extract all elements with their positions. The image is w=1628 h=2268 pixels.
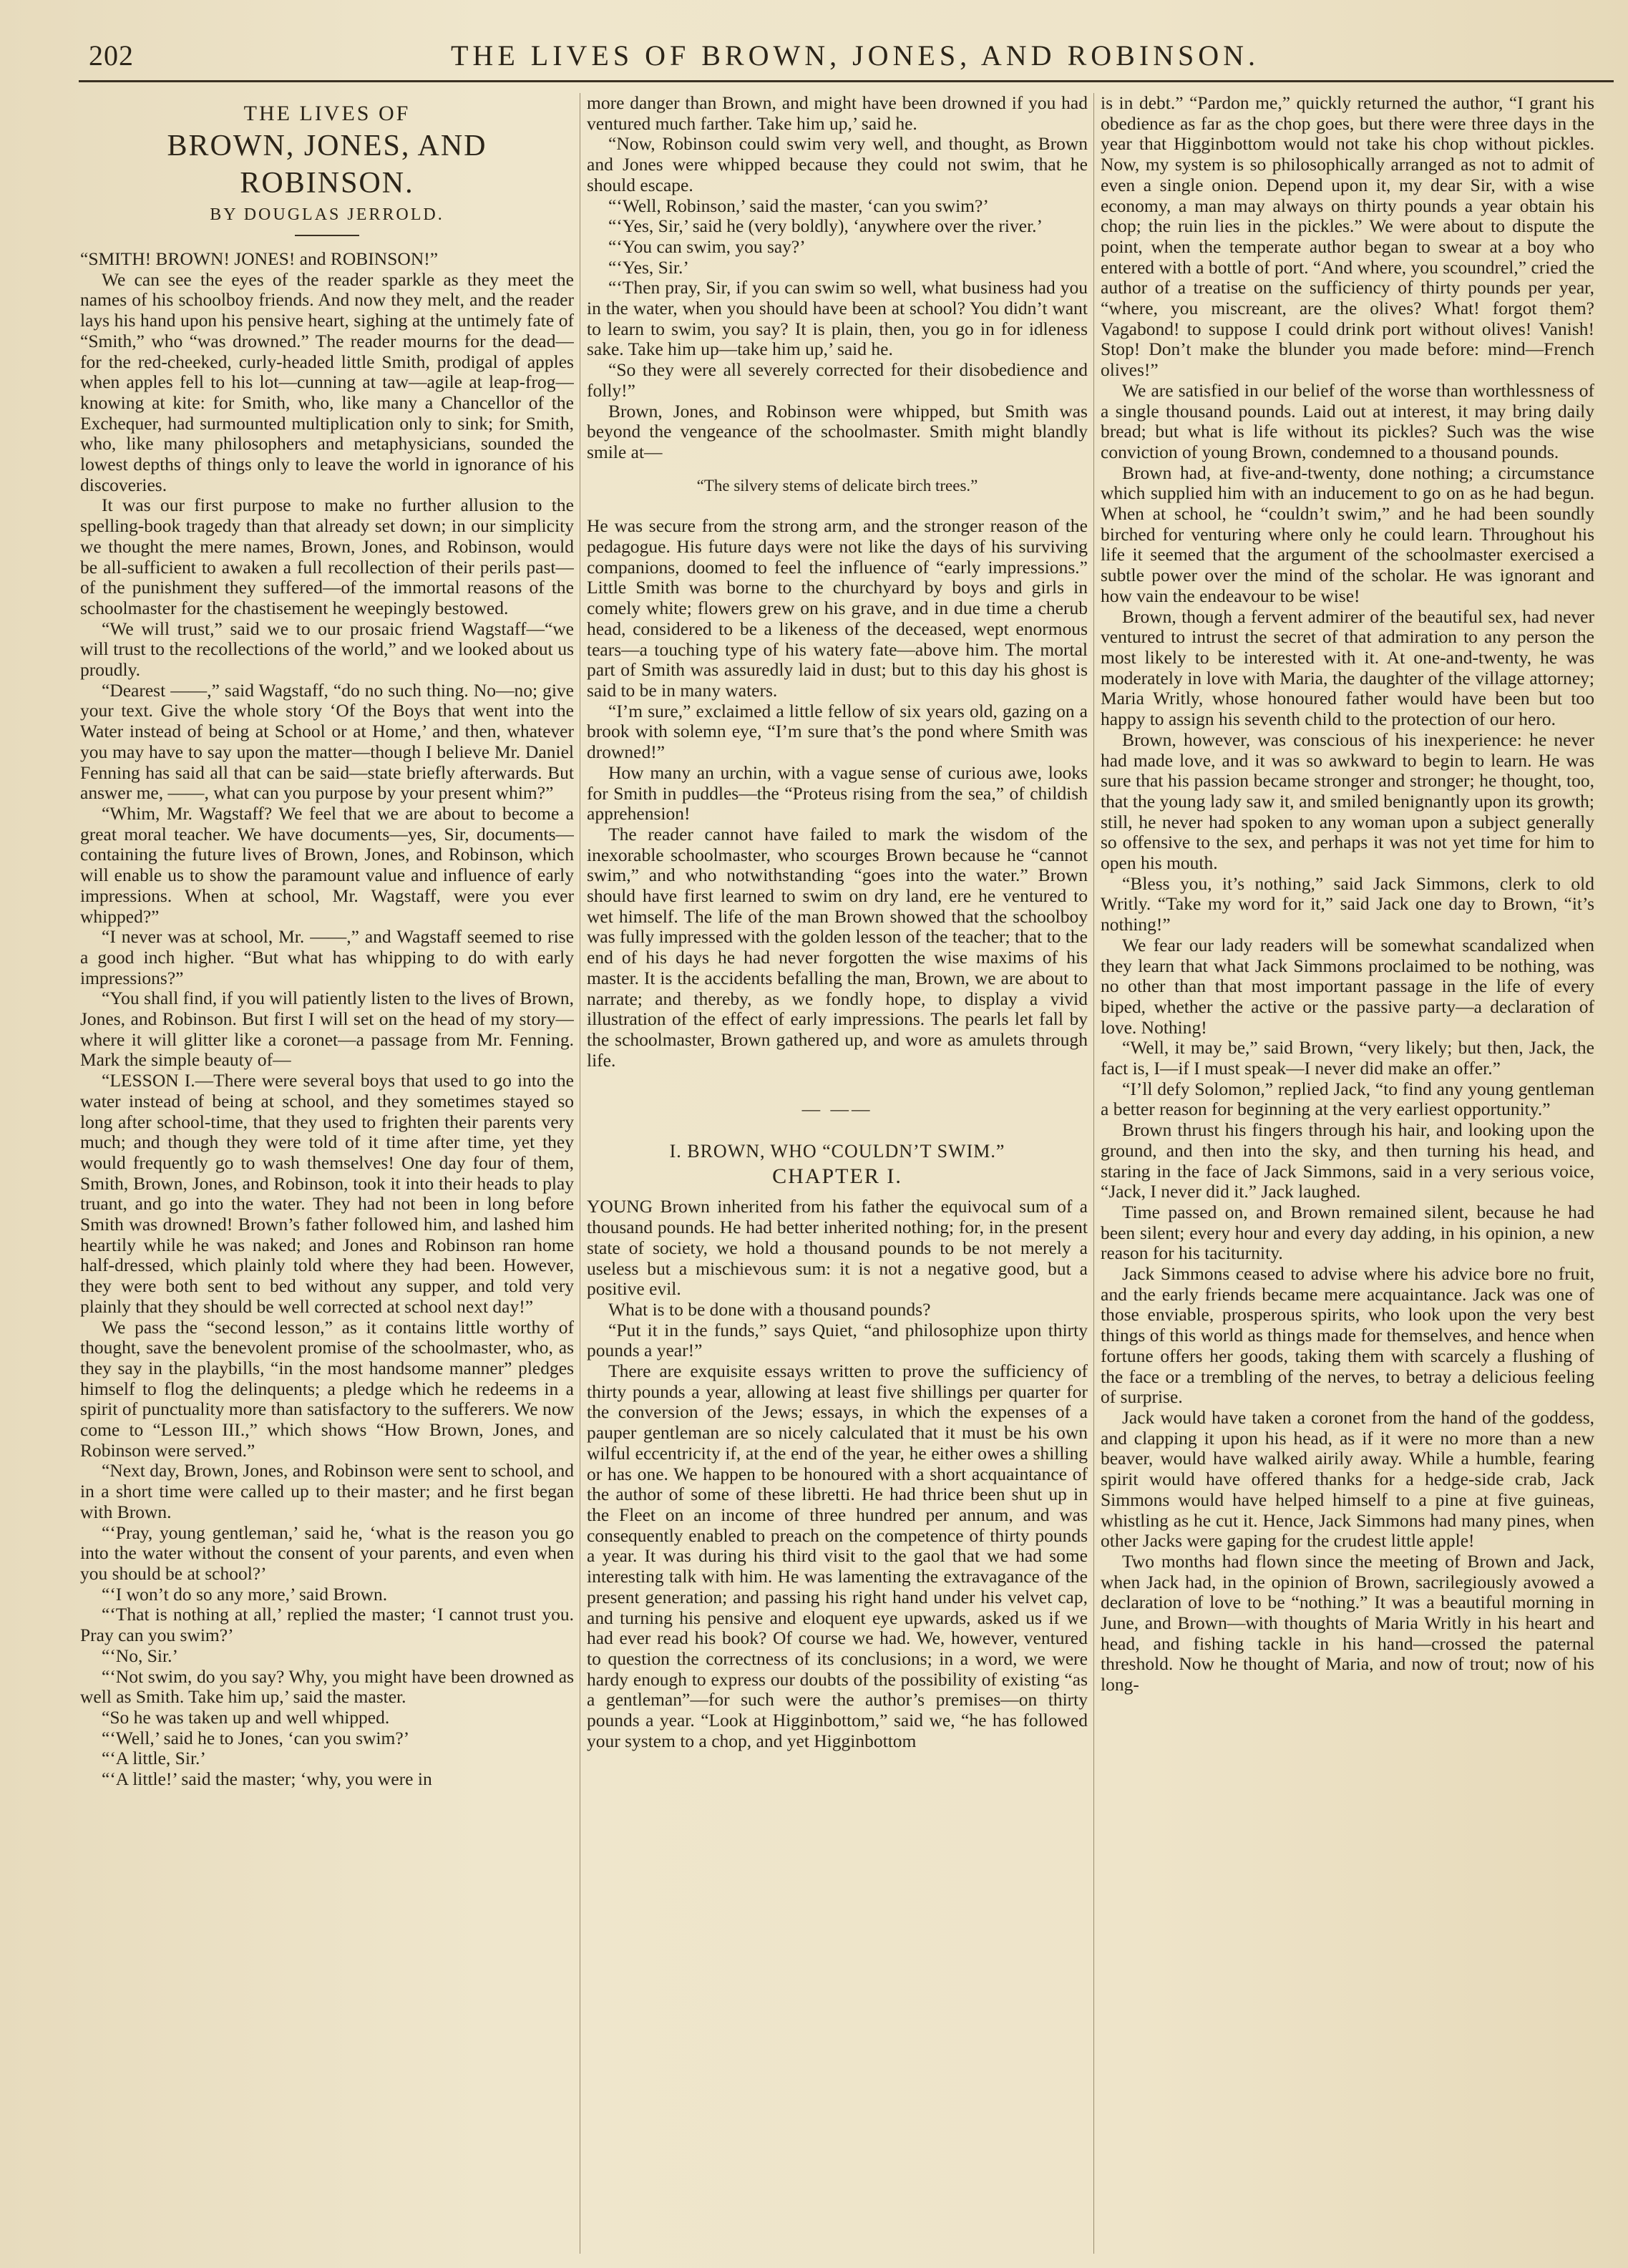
paragraph: “I’m sure,” exclaimed a little fellow of six years old, gazing on a brook with solemn eye, “I’m sure that’s the pond where Smith was drowned!” (587, 700, 1088, 763)
paragraph: How many an urchin, with a vague sense of curious awe, looks for Smith in puddles—the “Proteus rising from the sea,” of childish apprehension! (587, 761, 1088, 824)
paragraph: We can see the eyes of the reader sparkle as they meet the names of his schoolboy friends. And now they melt, and the reader lays his hand upon his pensive heart, sighing at the untimely fate of “Smith,” who “was drowned.” The reader mourns for the dead—for the red-cheeked, curly-headed little Smith, prodigal of apples when apples fell to his lot—cunning at taw—agile at leap-frog—knowing at kite: for Smith, who, like many a Chancellor of the Exchequer, had surmounted multiplication only to sink; for Smith, who, like many philosophers and metaphysicians, sounded the lowest depths of things only to leave the world in ignorance of his discoveries. (80, 268, 574, 495)
paragraph: “‘Then pray, Sir, if you can swim so well, what business had you in the water, when you should have been at school? You didn’t want to learn to swim, you say? It is plain, then, you go in for idleness sake. Take him up—take him up,’ said he. (587, 277, 1088, 360)
paragraph: YOUNG Brown inherited from his father the equivocal sum of a thousand pounds. He had better inherited nothing; for, in the present state of society, we hold a thousand pounds to be not merely a useless but a mischievous sum: it is not a negative good, but a positive evil. (587, 1196, 1088, 1300)
article-kicker: THE LIVES OF (243, 102, 411, 125)
paragraph: “Put it in the funds,” says Quiet, “and philosophize upon thirty pounds a year!” (587, 1319, 1088, 1361)
paragraph: “‘Yes, Sir.’ (608, 256, 689, 278)
paragraph: Two months had flown since the meeting of Brown and Jack, when Jack had, in the opinion of Brown, sacrilegiously avowed a declaration of love to be “nothing.” It was a beautiful morning in June, and Brown—with thoughts of Maria Writly in his heart and head, and fishing tackle in his hand—crossed the paternal threshold. Now he thought of Maria, and now of trout; now of his long- (1101, 1550, 1594, 1695)
paragraph: “So he was taken up and well whipped. (102, 1706, 390, 1728)
paragraph: “‘Pray, young gentleman,’ said he, ‘what is the reason you go into the water without the consent of your parents, and even when you should be at school?’ (80, 1522, 574, 1584)
running-title: THE LIVES OF BROWN, JONES, AND ROBINSON. (451, 39, 1260, 72)
paragraph: “So they were all severely corrected for their disobedience and folly!” (587, 359, 1088, 401)
paragraph: Brown thrust his fingers through his hair, and looking upon the ground, and then into the sky, and then turning his head, and staring in the face of Jack Simmons, said in a very serious voice, “Jack, I never did it.” Jack laughed. (1101, 1119, 1594, 1202)
paragraph: “‘A little, Sir.’ (102, 1748, 206, 1769)
paragraph: It was our first purpose to make no further allusion to the spelling-book tragedy than that already set down; in our simplicity we thought the mere names, Brown, Jones, and Robinson, would be all-sufficient to awaken a full recollection of their perils past—of the punishment they suffered—of the immortal reasons of the schoolmaster for the chastisement he weepingly bestowed. (80, 495, 574, 618)
paragraph: He was secure from the strong arm, and the stronger reason of the pedagogue. His future days were not like the days of his surviving companions, doomed to feel the influence of “early impressions.” Little Smith was borne to the churchyard by boys and girls in comely white; flowers grew on his grave, and in due time a cherub head, considered to be a likeness of the deceased, wept enormous tears—a touching type of his watery fate—above him. The mortal part of Smith was assuredly laid in dust; but to this day his ghost is said to be in many waters. (587, 515, 1088, 701)
column-rule (1093, 93, 1094, 2254)
running-head (79, 37, 1614, 82)
paragraph: “‘No, Sir.’ (102, 1645, 178, 1666)
paragraph: “Next day, Brown, Jones, and Robinson were sent to school, and in a short time were called up to their master; and he first began with Brown. (80, 1460, 574, 1522)
paragraph: “Bless you, it’s nothing,” said Jack Simmons, clerk to old Writly. “Take my word for it,” said Jack one day to Brown, “it’s nothing!” (1101, 872, 1594, 935)
paragraph: “‘A little!’ said the master; ‘why, you were in (102, 1768, 432, 1790)
paragraph: Brown, Jones, and Robinson were whipped, but Smith was beyond the vengeance of the schoolmaster. Smith might blandly smile at— (587, 400, 1088, 462)
section-title: I. BROWN, WHO “COULDN’T SWIM.” (669, 1141, 1005, 1162)
paragraph: We pass the “second lesson,” as it contains little worthy of thought, save the benevolent promise of the schoolmaster, who, as they say in the playbills, “in the most handsome manner” pledges himself to flog the delinquents; a pledge which he redeems in a spirit of punctuality more than satisfactory to the sufferers. We now come to “Lesson III.,” which shows “How Brown, Jones, and Robinson were served.” (80, 1316, 574, 1461)
paragraph: “Whim, Mr. Wagstaff? We feel that we are about to become a great moral teacher. We have documents—yes, Sir, documents—containing the future lives of Brown, Jones, and Robinson, which will enable us to show the paramount value and influence of early impressions. When at school, Mr. Wagstaff, were you ever whipped?” (80, 802, 574, 927)
paragraph: “I never was at school, Mr. ——,” and Wagstaff seemed to rise a good inch higher. “But what has whipping to do with early impressions?” (80, 926, 574, 988)
article-byline: BY DOUGLAS JERROLD. (210, 205, 444, 224)
paragraph: We fear our lady readers will be somewhat scandalized when they learn that what Jack Simmons proclaimed to be nothing, was no other than that most important passage in the life of every biped, whether the active or the passive party—a declaration of love. Nothing! (1101, 934, 1594, 1038)
paragraph: “We will trust,” said we to our prosaic friend Wagstaff—“we will trust to the recollections of the world,” and we looked about us proudly. (80, 618, 574, 681)
column-3 (1101, 93, 1594, 2254)
paragraph: We are satisfied in our belief of the worse than worthlessness of a single thousand pounds. Laid out at interest, it may bring daily bread; but what is life without its pickles? Such was the wise conviction of young Brown, condemned to a thousand pounds. (1101, 379, 1594, 462)
article-heading (80, 100, 574, 236)
block-quote: “The silvery stems of delicate birch trees.” (696, 476, 978, 495)
chapter-title: CHAPTER I. (772, 1164, 902, 1188)
paragraph: is in debt.” “Pardon me,” quickly returned the author, “I grant his obedience as far as the chop goes, but there were three days in the year that Higginbottom would not take his chop without pickles. Now, my system is so philosophically arranged as not to admit of even a single onion. Depend upon it, my dear Sir, with a wise economy, a man may always on thirty pounds a year obtain his chop; the ruin lies in the pickles.” We were about to dispute the point, when the temperate author began to swear at a boy who entered with a bottle of port. “And where, you scoundrel,” cried the author of a treatise on the sufficiency of thirty pounds per year, “where, you miscreant, are the olives? What! forgot them? Vagabond! to suppose I could drink port without olives! Vanish! Stop! Don’t make the blunder you made before: mind—French olives!” (1101, 93, 1594, 381)
paragraph: Brown, however, was conscious of his inexperience: he never had made love, and it was so awkward to begin to learn. He was sure that his passion became stronger and stronger; he thought, too, that the young lady saw it, and smiled benignantly upon its growth; still, he never had spoken to any woman upon a subject generally so offensive to the sex, and perhaps it was not yet time for him to open his mouth. (1101, 729, 1594, 874)
paragraph: Time passed on, and Brown remained silent, because he had been silent; every hour and every day adding, in his opinion, a new reason for his taciturnity. (1101, 1201, 1594, 1264)
paragraph: There are exquisite essays written to prove the sufficiency of thirty pounds a year, allowing at least five shillings per quarter for the conversion of the Jews; essays, in which the expenses of a pauper gentleman are so nicely calculated that it must be his own wilful eccentricity if, at the end of the year, he either owes a shilling or has one. We happen to be honoured with a short acquaintance of the author of some of these libretti. He had thrice been shut up in the Fleet on an income of three hundred per annum, and was consequently enabled to preach on the competence of thirty pounds a year. It was during his third visit to the gaol that we had some interesting talk with him. He was lamenting the extravagance of the present generation; and passing his right hand under his velvet cap, and turning his pensive and eloquent eye upwards, asked us if we had ever read his book? Of course we had. We, however, ventured to question the correctness of its conclusions; in a word, we were hardy enough to express our doubts of the possibility of existing “as a gentleman”—for such were the author’s premises—on thirty pounds a year. “Look at Higginbottom,” said we, “he has followed your system to a chop, and yet Higginbottom (587, 1361, 1088, 1751)
paragraph: Brown, though a fervent admirer of the beautiful sex, had never ventured to intrust the secret of that admiration to any person the most likely to be interested with it. At one-and-twenty, he was moderately in love with Maria, the daughter of the village attorney; Maria Writly, whose honoured father would have been but too happy to assign his seventh child to the protection of our hero. (1101, 605, 1594, 730)
paragraph: “SMITH! BROWN! JONES! and ROBINSON!” (80, 248, 439, 269)
paragraph: “‘Not swim, do you say? Why, you might have been drowned as well as Smith. Take him up,’ said the master. (80, 1665, 574, 1708)
paragraph: “‘That is nothing at all,’ replied the master; ‘I cannot trust you. Pray can you swim?’ (80, 1604, 574, 1646)
section-divider: — —— (801, 1099, 873, 1120)
article-title: BROWN, JONES, AND ROBINSON. (167, 130, 487, 200)
paragraph: “Dearest ——,” said Wagstaff, “do no such thing. No—no; give your text. Give the whole story ‘Of the Boys that went into the Water instead of being at School or at Home,’ and then, whatever you may have to say upon the matter—though I believe Mr. Daniel Fenning has said all that can be said—state briefly afterwards. But answer me, ——, what can you purpose by your present whim?” (80, 679, 574, 804)
column-1 (80, 93, 574, 2254)
page-number: 202 (89, 39, 134, 72)
paragraph: Jack would have taken a coronet from the hand of the goddess, and clapping it upon his head, as if it were no more than a new beaver, would have walked airily away. While a humble, fearing spirit would have offered thanks for a hedge-side crab, Jack Simmons would have helped himself to a pine at five guineas, whistling as he cut it. Hence, Jack Simmons had many pines, when other Jacks were gaping for the crudest little apple! (1101, 1407, 1594, 1552)
heading-rule (295, 235, 359, 236)
paragraph: “Now, Robinson could swim very well, and thought, as Brown and Jones were whipped because they could not swim, that he should escape. (587, 133, 1088, 195)
paragraph: “‘Yes, Sir,’ said he (very boldly), ‘anywhere over the river.’ (608, 215, 1043, 237)
paragraph: The reader cannot have failed to mark the wisdom of the inexorable schoolmaster, who scourges Brown because he “cannot swim,” and who notwithstanding “goes into the water.” Brown should have first learned to swim on dry land, ere he ventured to wet himself. The life of the man Brown showed that the schoolboy was fully impressed with the golden lesson of the teacher; that to the end of his days he had never forgotten the wise maxims of his master. It is the accidents befalling the man, Brown, we are about to narrate; and thereby, as we fondly hope, to display a vivid illustration of the effect of early impressions. The pearls let fall by the schoolmaster, Brown gathered up, and wore as amulets through life. (587, 823, 1088, 1071)
paragraph: “‘Well, Robinson,’ said the master, ‘can you swim?’ (608, 195, 989, 216)
paragraph: “‘You can swim, you say?’ (608, 235, 806, 257)
paragraph: “You shall find, if you will patiently listen to the lives of Brown, Jones, and Robinson. But first I will set on the head of my story—where it will glitter like a coronet—a passage from Mr. Fenning. Mark the simple beauty of— (80, 988, 574, 1071)
paragraph: Jack Simmons ceased to advise where his advice bore no fruit, and the early friends became mere acquaintance. Jack was one of those enviable, prosperous spirits, who look upon the very best things of this world as things made for themselves, and hence when fortune offers her goods, taking them with scarcely a flushing of the face or a trembling of the nerves, to betray a delicious feeling of surprise. (1101, 1263, 1594, 1408)
paragraph: What is to be done with a thousand pounds? (608, 1298, 931, 1320)
paragraph: “‘Well,’ said he to Jones, ‘can you swim?’ (102, 1727, 410, 1748)
paragraph: more danger than Brown, and might have been drowned if you had ventured much farther. Take him up,’ said he. (587, 93, 1088, 134)
paragraph: “Well, it may be,” said Brown, “very likely; but then, Jack, the fact is, I—if I must speak—I never did make an offer.” (1101, 1037, 1594, 1079)
paragraph: “‘I won’t do so any more,’ said Brown. (102, 1583, 388, 1605)
paragraph: Brown had, at five-and-twenty, done nothing; a circumstance which supplied him with an inducement to go on as he had begun. When at school, he “couldn’t swim,” and he had been soundly birched for venturing where only he could learn. Throughout his life it seemed that the argument of the schoolmaster exercised a subtle power over the mind of the scholar. He was ignorant and how vain the endeavour to be wise! (1101, 462, 1594, 606)
paragraph: “I’ll defy Solomon,” replied Jack, “to find any young gentleman a better reason for beginning at the very earliest opportunity.” (1101, 1078, 1594, 1120)
column-2 (587, 93, 1088, 2254)
paragraph: “LESSON I.—There were several boys that used to go into the water instead of being at school, and they sometimes stayed so long after school-time, that they used to frighten their parents very much; and though they were told of it time after time, yet they would frequently go to wash themselves! One day four of them, Smith, Brown, Jones, and Robinson, took it into their heads to play truant, and go into the water. They had not been in long before Smith was drowned! Brown’s father followed him, and lashed him heartily while he was naked; and Jones and Robinson ran home half-dressed, which plainly told where they had been. However, they were both sent to bed without any supper, and told very plainly that they should be well corrected at school next day!” (80, 1070, 574, 1317)
